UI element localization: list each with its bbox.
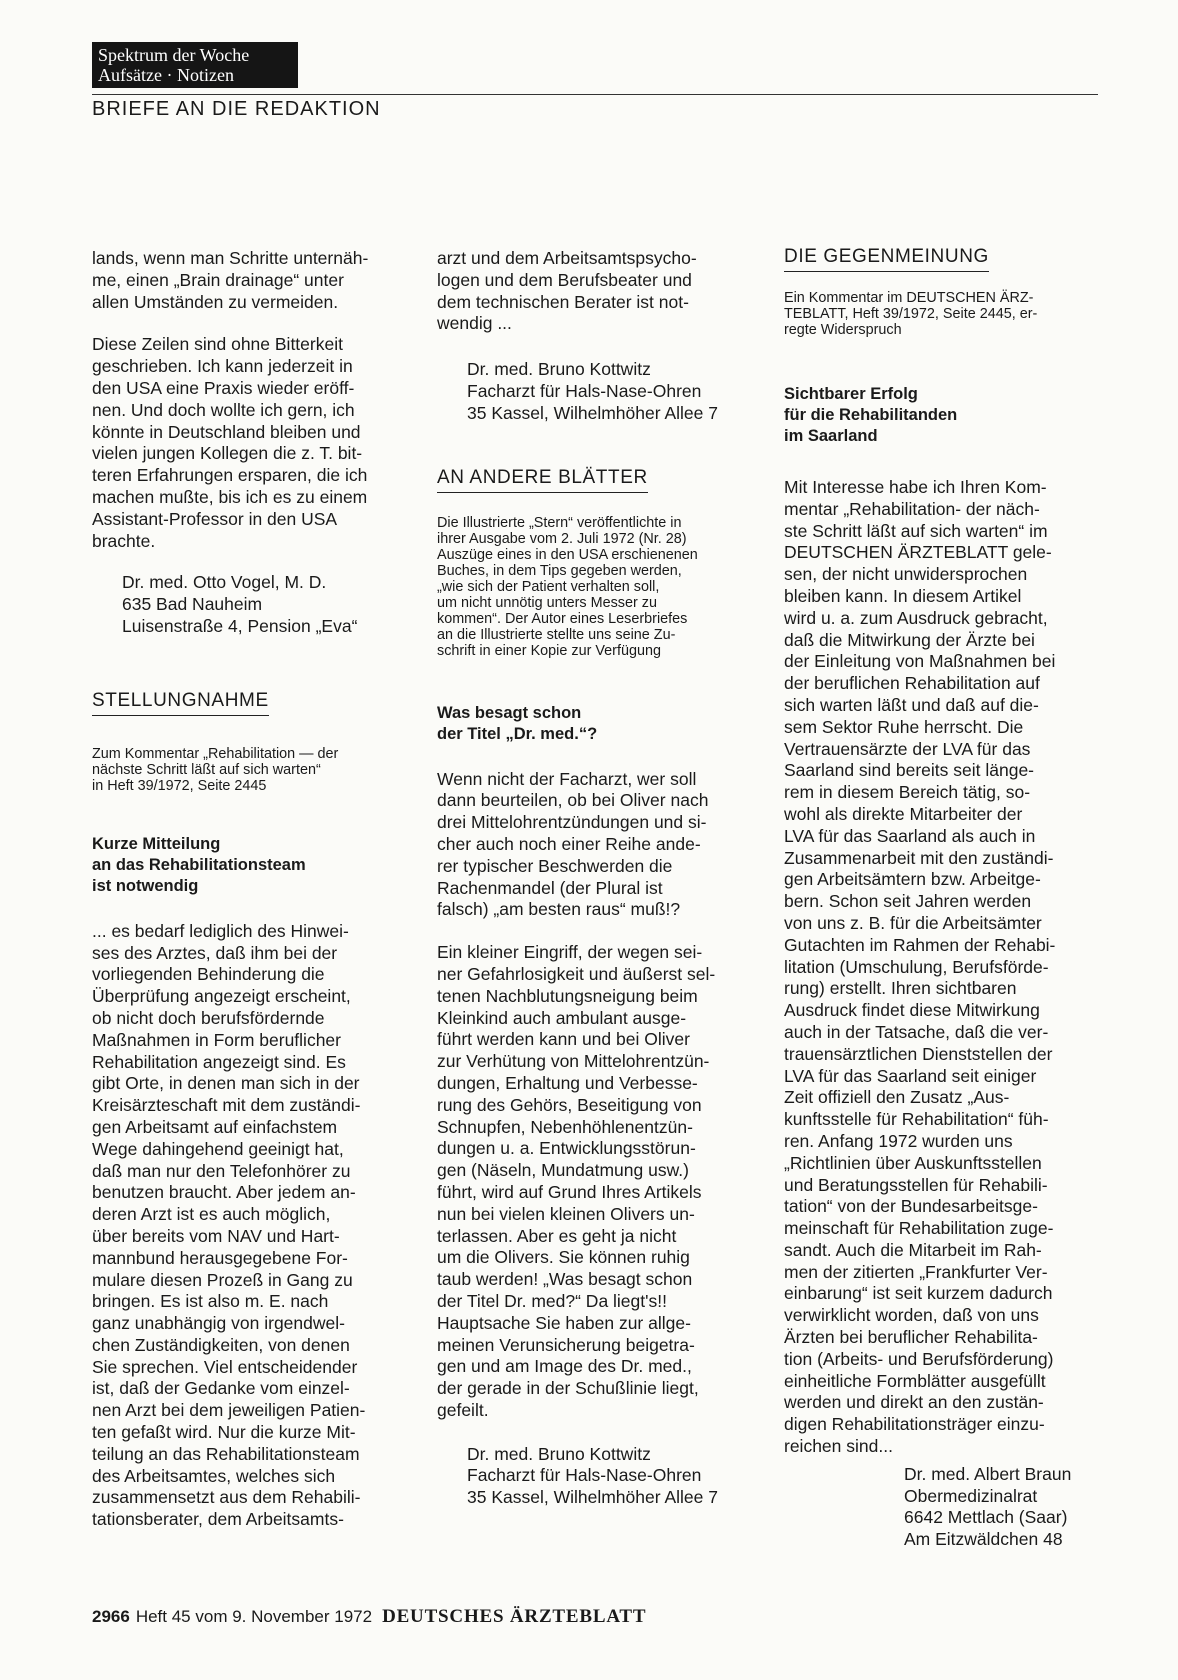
signature: Dr. med. Albert Braun Obermedizinalrat 6642 Mettlach (Saar) Am Eitzwäldchen 48: [904, 1463, 1072, 1550]
intro-text: Ein Kommentar im DEUTSCHEN ÄRZ- TEBLATT, Heft 39/1972, Seite 2445, er- regte Widerspruch: [784, 290, 1038, 338]
masthead-box: [92, 42, 298, 88]
heading-stellungnahme: STELLUNGNAHME: [92, 690, 269, 716]
article-title: Kurze Mitteilung an das Rehabilitationsteam ist notwendig: [92, 834, 306, 895]
heading-die-gegenmeinung: DIE GEGENMEINUNG: [784, 246, 989, 272]
page-footer: [92, 1606, 646, 1628]
signature: Dr. med. Otto Vogel, M. D. 635 Bad Nauheim Luisenstraße 4, Pension „Eva“: [122, 572, 358, 636]
publication-name: DEUTSCHES ÄRZTEBLATT: [382, 1606, 647, 1627]
paragraph: lands, wenn man Schritte unternäh- me, einen „Brain drainage“ unter allen Umständen zu vermeiden.: [92, 248, 369, 312]
page-number: 2966: [92, 1607, 130, 1626]
paragraph: Ein kleiner Eingriff, der wegen sei- ner Gefahrlosigkeit und äußerst sel- tenen Nachblutungsneigung beim Kleinkind auch ambulant ausge- führt werden kann und bei Oliver zur Verhütung von Mittelohrentzün- dungen, Erhaltung und Verbesse- rung des Gehörs, Beseitigung von Schnupfen, Nebenhöhlenentzün- dungen u. a. Entwicklungsstörun- gen (Näseln, Mundatmung usw.) führt, wird auf Grund Ihres Artikels nun bei vielen kleinen Olivers un- terlassen. Aber es geht ja nicht um die Olivers. Sie können ruhig taub werden! „Was besagt schon der Titel Dr. med?“ Da liegt's!! Hauptsache Sie haben zur allge- meinen Verunsicherung beigetra- gen und am Image des Dr. med., der gerade in der Schußlinie liegt, gefeilt.: [437, 942, 716, 1420]
intro-text: Die Illustrierte „Stern“ veröffentlichte in ihrer Ausgabe vom 2. Juli 1972 (Nr. 28) Auszüge eines in den USA erschienenen Buches, in dem Tips gegeben werden, „wie sich der Patient verhalten soll, um nicht unnötig unters Messer zu kommen“. Der Autor eines Leserbriefes an die Illustrierte stellte uns seine Zu- schrift in einer Kopie zur Verfügung: [437, 514, 698, 659]
paragraph: Mit Interesse habe ich Ihren Kom- mentar „Rehabilitation- der näch- ste Schritt läßt auf sich warten“ im DEUTSCHEN ÄRZTEBLATT gele- sen, der nicht unwidersprochen bleiben kann. In diesem Artikel wird u. a. zum Ausdruck gebracht, daß die Mitwirkung der Ärzte bei der Einleitung von Maßnahmen bei der beruflichen Rehabilitation auf sich warten läßt und daß auf die- sem Sektor Ruhe herrscht. Die Vertrauensärzte der LVA für das Saarland sind bereits seit länge- rem in diesem Bereich tätig, so- wohl als direkte Mitarbeiter der LVA für das Saarland als auch in Zusammenarbeit mit den zuständi- gen Arbeitsämtern bzw. Arbeitge- bern. Schon seit Jahren werden von uns z. B. für die Arbeitsämter Gutachten im Rahmen der Rehabi- litation (Umschulung, Berufsförde- rung) erstellt. Ihren sichtbaren Ausdruck findet diese Mitwirkung auch in der Tatsache, daß die ver- trauensärztlichen Dienststellen der LVA für das Saarland seit einiger Zeit offiziell den Zusatz „Aus- kunftsstelle für Rehabilitation“ füh- ren. Anfang 1972 wurden uns „Richtlinien über Auskunftsstellen und Beratungsstellen für Rehabili- tation“ von der Bundesarbeitsge- meinschaft für Rehabilitation zuge- sandt. Auch die Mitarbeit im Rah- men der zitierten „Frankfurter Ver- einbarung“ ist seit kurzem dadurch verwirklicht worden, daß von uns Ärzten bei beruflicher Rehabilita- tion (Arbeits- und Berufsförderung) einheitliche Formblätter ausgefüllt werden und direkt an den zustän- digen Rehabilitationsträger einzu- reichen sind...: [784, 477, 1056, 1457]
paragraph: Wenn nicht der Facharzt, wer soll dann beurteilen, ob bei Oliver nach drei Mittelohrentzündungen und si- cher auch noch einer Reihe ande- rer typischer Beschwerden die Rachenmandel (der Plural ist falsch) „am besten raus“ muß!?: [437, 768, 709, 920]
intro-text: Zum Kommentar „Rehabilitation — der nächste Schritt läßt auf sich warten“ in Heft 39/1972, Seite 2445: [92, 745, 339, 794]
masthead-line-1: Spektrum der Woche: [98, 45, 250, 65]
header-rule: [92, 94, 1098, 95]
column-1: [92, 248, 414, 1531]
paragraph: arzt und dem Arbeitsamtspsycho- logen und dem Berufsbeater und dem technischen Berater ist not- wendig ...: [437, 248, 697, 334]
signature: Dr. med. Bruno Kottwitz Facharzt für Hals-Nase-Ohren 35 Kassel, Wilhelmhöher Allee 7: [467, 359, 718, 423]
issue-info: Heft 45 vom 9. November 1972: [135, 1607, 373, 1626]
paragraph: ... es bedarf lediglich des Hinwei- ses des Arztes, daß ihm bei der vorliegenden Behinderung die Überprüfung angezeigt erscheint, ob nicht doch berufsfördernde Maßnahmen in Form beruflicher Rehabilitation angezeigt sind. Es gibt Orte, in denen man sich in der Kreisärzteschaft mit dem zuständi- gen Arbeitsamt auf einfachstem Wege dahingehend geeinigt hat, daß man nur den Telefonhörer zu benutzen braucht. Aber jedem an- deren Arzt ist es auch möglich, über bereits vom NAV und Hart- mannbund herausgegebene For- mulare diesen Prozeß in Gang zu bringen. Es ist also m. E. nach ganz unabhängig von irgendwel- chen Zuständigkeiten, von denen Sie sprechen. Viel entscheidender ist, daß der Gedanke vom einzel- nen Arzt bei dem jeweiligen Patien- ten gefaßt wird. Nur die kurze Mit- teilung an das Rehabilitationsteam des Arbeitsamtes, welches sich zusammensetzt aus dem Rehabili- tationsberater, dem Arbeitsamts-: [92, 920, 366, 1530]
heading-an-andere-blaetter: AN ANDERE BLÄTTER: [437, 467, 648, 493]
masthead-line-2: Aufsätze · Notizen: [98, 65, 234, 85]
column-3: [784, 246, 1102, 1551]
section-title: BRIEFE AN DIE REDAKTION: [92, 98, 381, 120]
article-title: Sichtbarer Erfolg für die Rehabilitanden im Saarland: [784, 385, 958, 445]
paragraph: Diese Zeilen sind ohne Bitterkeit geschrieben. Ich kann jederzeit in den USA eine Praxis wieder eröff- nen. Und doch wollte ich gern, ich könnte in Deutschland bleiben und vielen jungen Kollegen die z. T. bit- teren Erfahrungen ersparen, die ich machen mußte, bis ich es zu einem Assistant-Professor in den USA brachte.: [92, 334, 368, 551]
signature: Dr. med. Bruno Kottwitz Facharzt für Hals-Nase-Ohren 35 Kassel, Wilhelmhöher Allee 7: [467, 1443, 718, 1508]
column-2: [437, 248, 759, 1509]
article-title: Was besagt schon der Titel „Dr. med.“?: [437, 703, 598, 743]
